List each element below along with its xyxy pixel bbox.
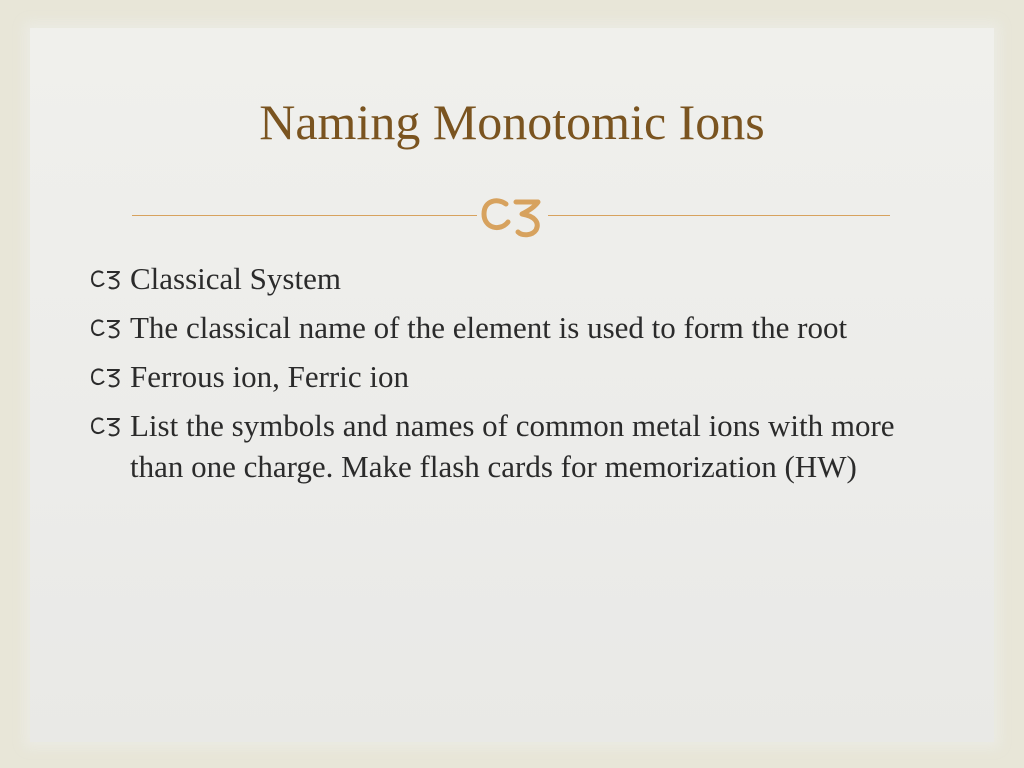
ornament-icon xyxy=(476,192,548,238)
slide-title: Naming Monotomic Ions xyxy=(259,94,765,150)
bullet-text: Ferrous ion, Ferric ion xyxy=(130,359,409,394)
list-item xyxy=(90,405,950,487)
bullet-text: List the symbols and names of common metal ions with more than one charge. Make flash cards for memorization (HW) xyxy=(130,408,895,484)
ornament-bullet-icon xyxy=(90,414,124,438)
divider-line-right xyxy=(548,215,890,216)
ornament-bullet-icon xyxy=(90,365,124,389)
ornament-bullet-icon xyxy=(90,316,124,340)
list-item xyxy=(90,307,950,348)
bullet-text: Classical System xyxy=(130,261,341,296)
divider-line-left xyxy=(132,215,477,216)
bullet-text: The classical name of the element is used to form the root xyxy=(130,310,848,345)
list-item xyxy=(90,258,950,299)
bullet-list xyxy=(90,258,950,495)
ornament-bullet-icon xyxy=(90,267,124,291)
list-item xyxy=(90,356,950,397)
